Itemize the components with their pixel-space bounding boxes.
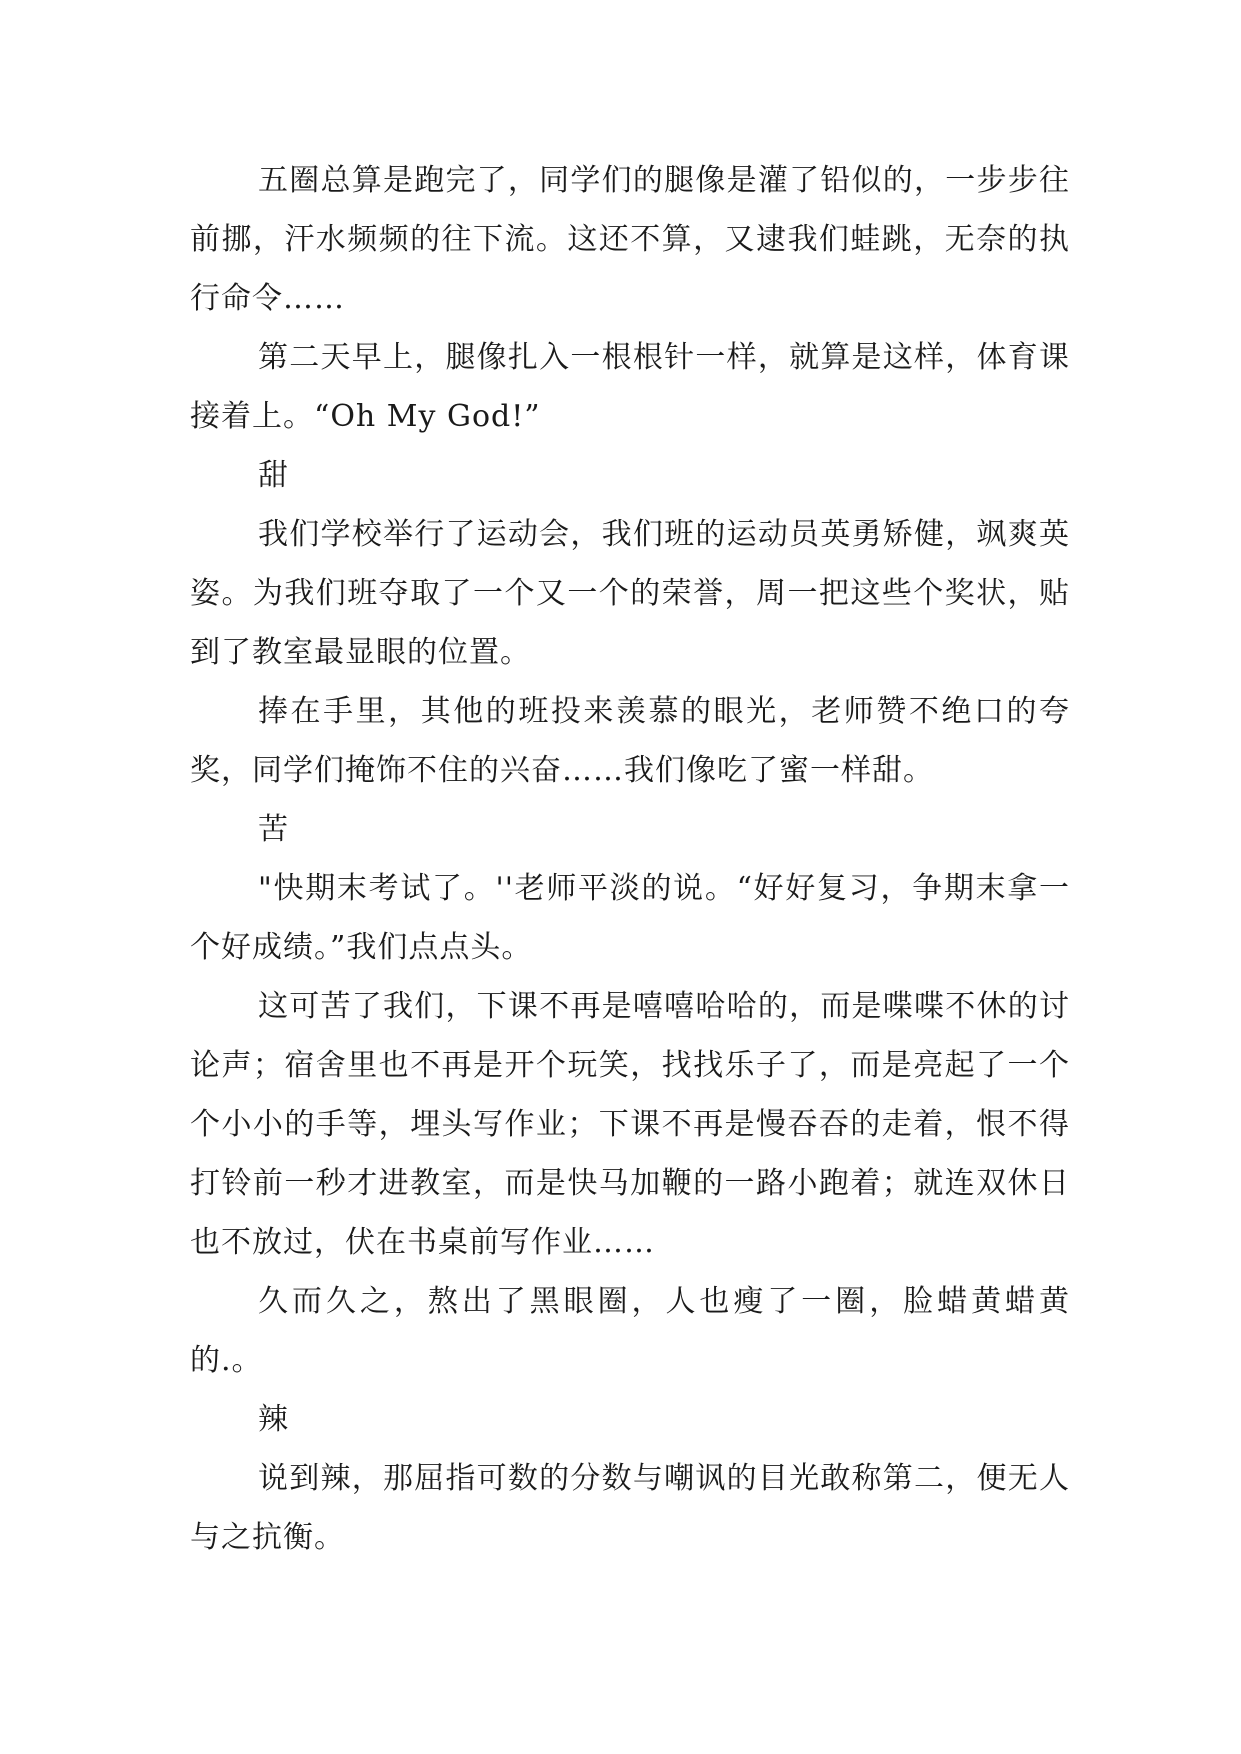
paragraph-dark-circles: 久而久之，熬出了黑眼圈，人也瘦了一圈，脸蜡黄蜡黄的.。	[190, 1284, 1070, 1378]
section-heading-spicy: 辣	[258, 1402, 289, 1437]
paragraph-running-laps: 五圈总算是跑完了，同学们的腿像是灌了铅似的，一步步往前挪，汗水频频的往下流。这还不算，又逮我们蛙跳，无奈的执行命令……	[190, 163, 1070, 316]
section-heading-sweet: 甜	[258, 458, 289, 493]
paragraph-award-praise: 捧在手里，其他的班投来羡慕的眼光，老师赞不绝口的夸奖，同学们掩饰不住的兴奋……我们像吃了蜜一样甜。	[190, 694, 1070, 788]
paragraph-sports-meet: 我们学校举行了运动会，我们班的运动员英勇矫健，飒爽英姿。为我们班夺取了一个又一个的荣誉，周一把这些个奖状，贴到了教室最显眼的位置。	[190, 517, 1070, 670]
section-heading-bitter: 苦	[258, 812, 289, 847]
paragraph-next-morning: 第二天早上，腿像扎入一根根针一样，就算是这样，体育课接着上。“Oh My God!”	[190, 340, 1070, 434]
paragraph-scores: 说到辣，那屈指可数的分数与嘲讽的目光敢称第二，便无人与之抗衡。	[190, 1461, 1070, 1555]
paragraph-exam-notice: "快期末考试了。''老师平淡的说。“好好复习，争期末拿一个好成绩。”我们点点头。	[190, 871, 1070, 965]
paragraph-studying-hard: 这可苦了我们，下课不再是嘻嘻哈哈的，而是喋喋不休的讨论声；宿舍里也不再是开个玩笑，找找乐子了，而是亮起了一个个小小的手等，埋头写作业；下课不再是慢吞吞的走着，恨不得打铃前一秒才进教室，而是快马加鞭的一路小跑着；就连双休日也不放过，伏在书桌前写作业……	[190, 989, 1070, 1260]
document-body	[190, 151, 1070, 1567]
